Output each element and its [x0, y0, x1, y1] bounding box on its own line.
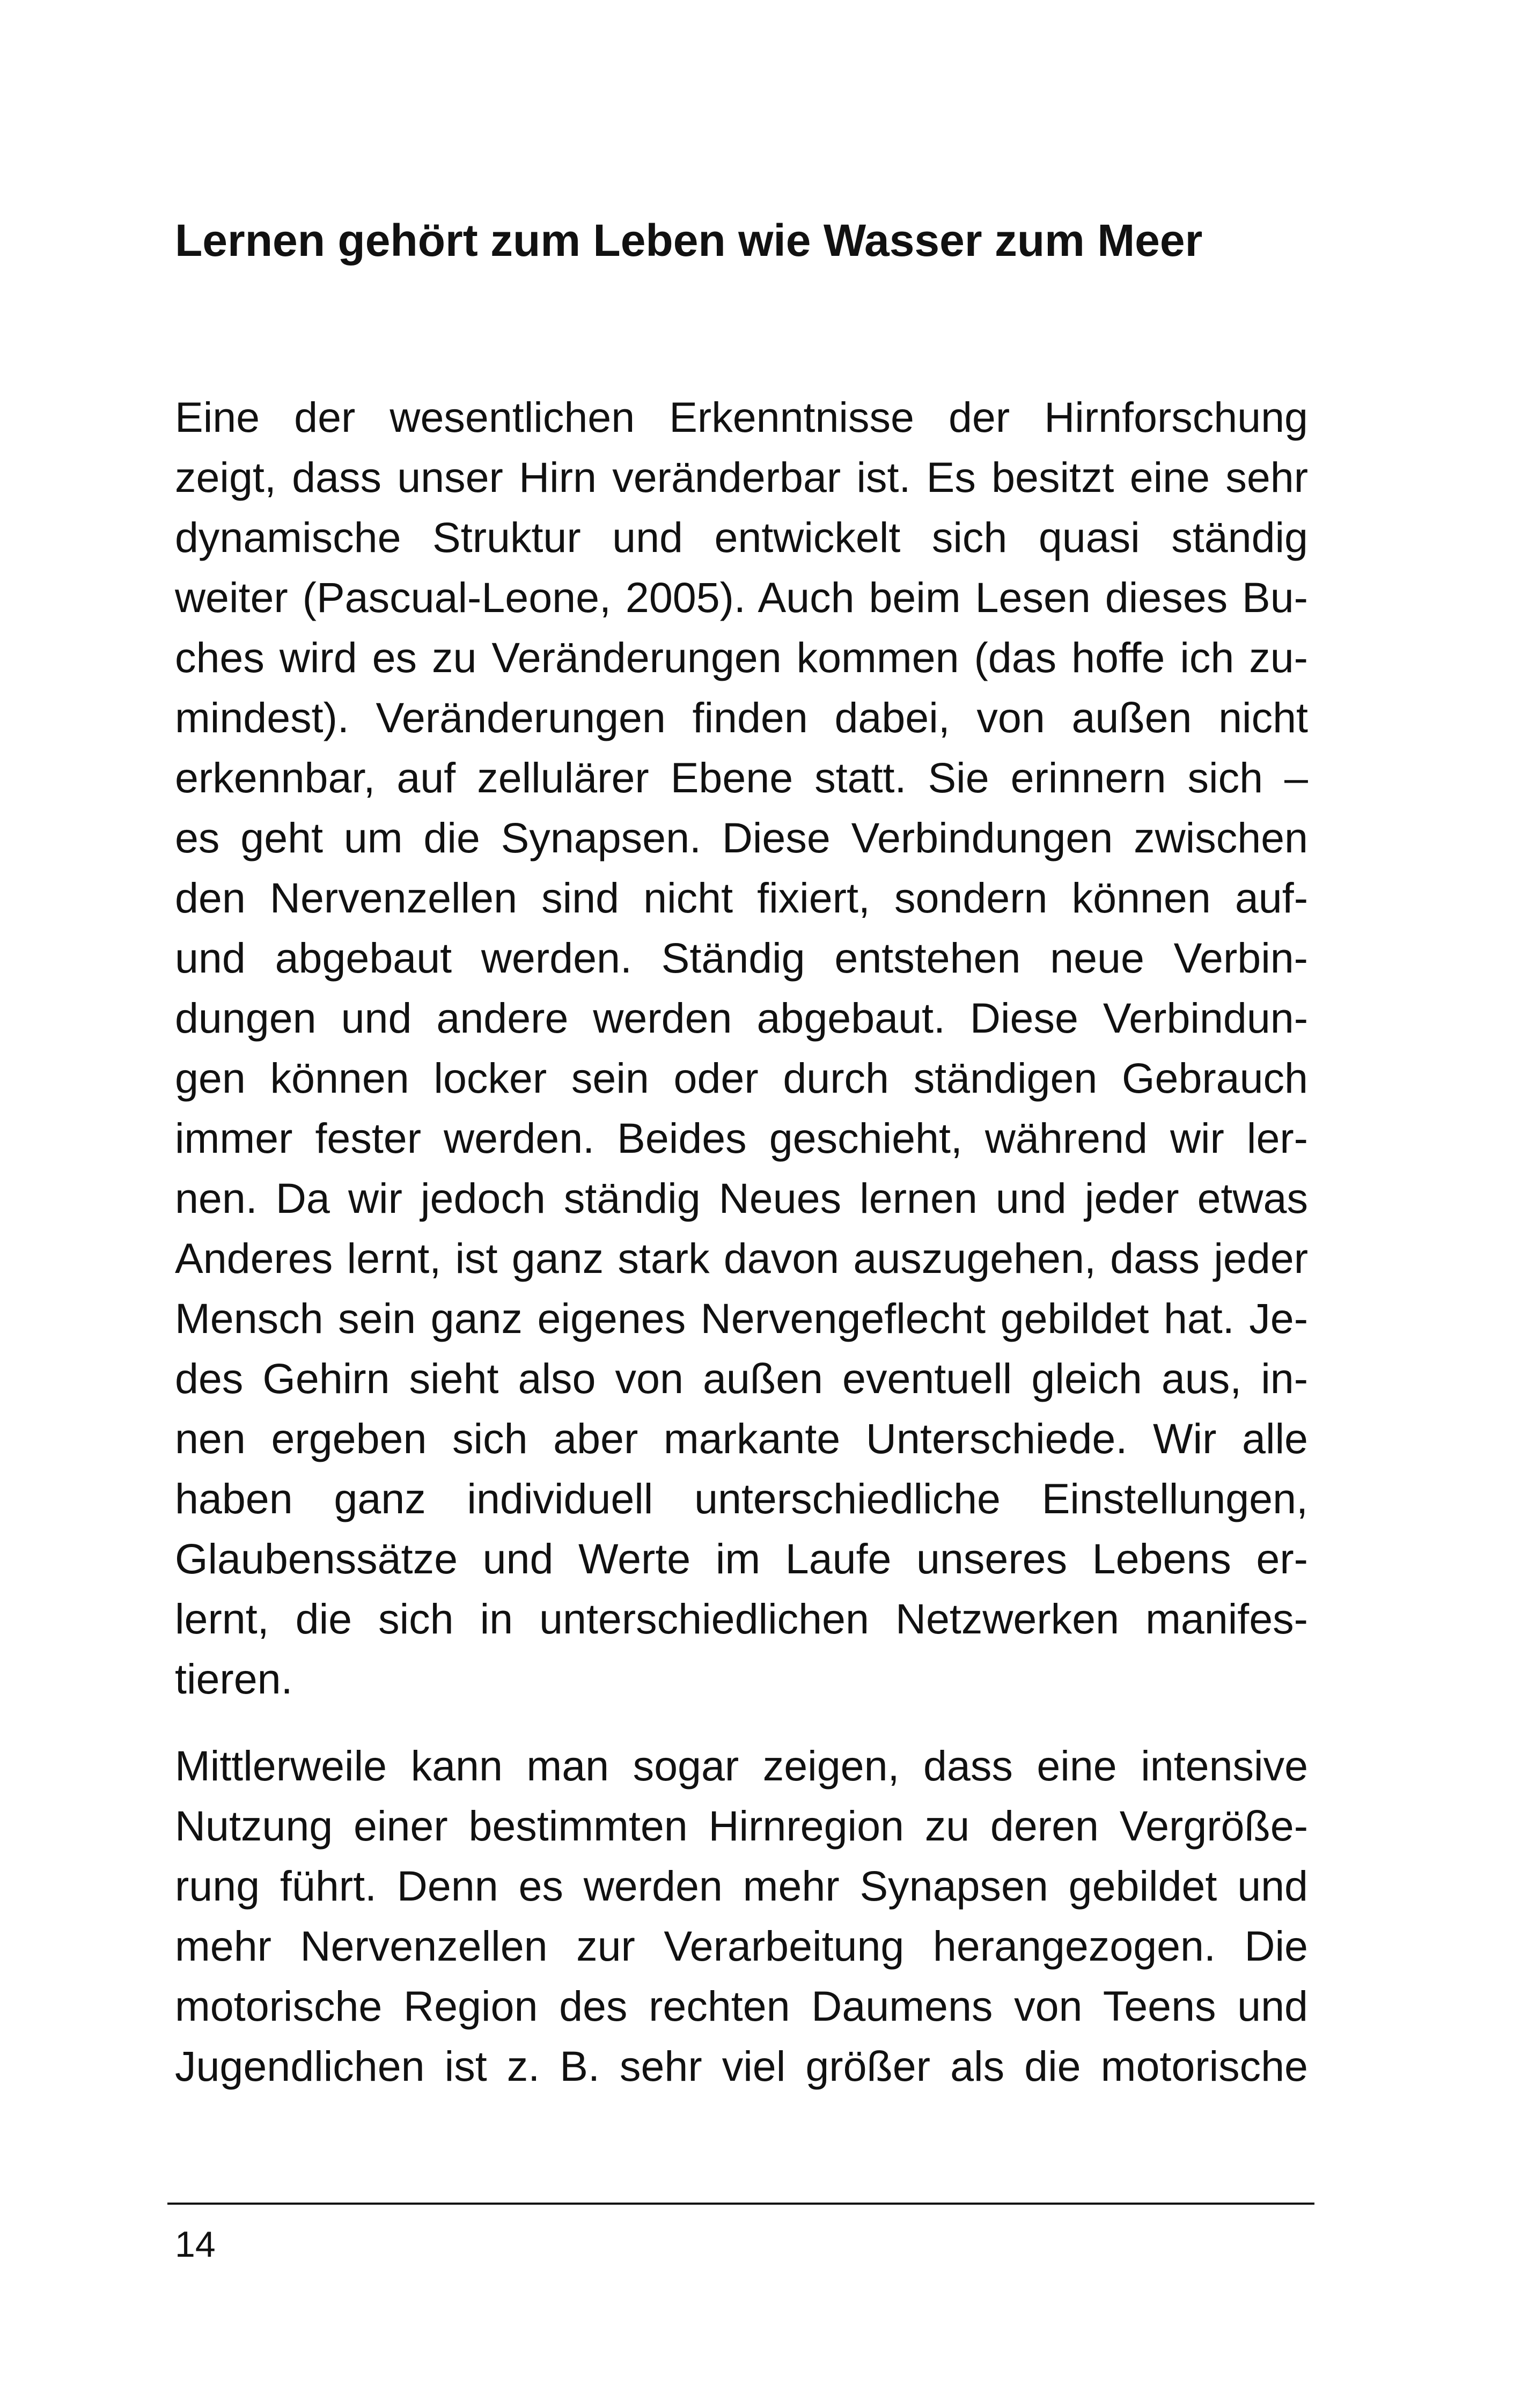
text-line: haben ganz individuell unterschiedliche Einstellungen, — [175, 1475, 1308, 1522]
text-line: Mensch sein ganz eigenes Nervengeflecht gebildet hat. Je- — [175, 1294, 1308, 1342]
text-line: motorische Region des rechten Daumens von Teens und — [175, 1982, 1308, 2030]
footer-divider — [167, 2203, 1314, 2205]
chapter-heading: Lernen gehört zum Leben wie Wasser zum Meer — [175, 215, 1203, 266]
text-line: ches wird es zu Veränderungen kommen (das hoffe ich zu- — [175, 634, 1308, 681]
text-line: Anderes lernt, ist ganz stark davon auszugehen, dass jeder — [175, 1234, 1308, 1282]
text-line: immer fester werden. Beides geschieht, während wir ler- — [175, 1114, 1308, 1162]
body-text — [175, 387, 1308, 2096]
text-line: rung führt. Denn es werden mehr Synapsen gebildet und — [175, 1862, 1308, 1910]
text-line: den Nervenzellen sind nicht fixiert, sondern können auf- — [175, 874, 1308, 922]
text-line: mehr Nervenzellen zur Verarbeitung herangezogen. Die — [175, 1922, 1308, 1970]
text-line: Nutzung einer bestimmten Hirnregion zu deren Vergröße- — [175, 1802, 1308, 1850]
text-line: mindest). Veränderungen finden dabei, von außen nicht — [175, 694, 1308, 741]
paragraph-spacer — [175, 1709, 1308, 1736]
text-line: erkennbar, auf zellulärer Ebene statt. Sie erinnern sich – — [175, 754, 1308, 801]
page-number: 14 — [175, 2224, 216, 2265]
text-line: weiter (Pascual-Leone, 2005). Auch beim Lesen dieses Bu- — [175, 573, 1308, 621]
text-line: Jugendlichen ist z. B. sehr viel größer als die motorische — [175, 2042, 1308, 2090]
text-line: dungen und andere werden abgebaut. Diese Verbindun- — [175, 994, 1308, 1042]
text-line: nen. Da wir jedoch ständig Neues lernen und jeder etwas — [175, 1174, 1308, 1222]
text-line: zeigt, dass unser Hirn veränderbar ist. Es besitzt eine sehr — [175, 453, 1308, 501]
text-line: es geht um die Synapsen. Diese Verbindungen zwischen — [175, 814, 1308, 861]
text-line: nen ergeben sich aber markante Unterschiede. Wir alle — [175, 1415, 1308, 1462]
text-line: Eine der wesentlichen Erkenntnisse der Hirnforschung — [175, 393, 1308, 441]
text-line: lernt, die sich in unterschiedlichen Netzwerken manifes- — [175, 1595, 1308, 1643]
text-line: des Gehirn sieht also von außen eventuell gleich aus, in- — [175, 1354, 1308, 1402]
paragraph-2 — [175, 1736, 1308, 2096]
text-line: dynamische Struktur und entwickelt sich quasi ständig — [175, 513, 1308, 561]
text-line: Glaubenssätze und Werte im Laufe unseres Lebens er- — [175, 1535, 1308, 1582]
paragraph-1 — [175, 387, 1308, 1709]
text-line: tieren. — [175, 1655, 293, 1703]
text-line: gen können locker sein oder durch ständigen Gebrauch — [175, 1054, 1308, 1102]
text-line: und abgebaut werden. Ständig entstehen neue Verbin- — [175, 934, 1308, 982]
text-line: Mittlerweile kann man sogar zeigen, dass eine intensive — [175, 1742, 1308, 1790]
